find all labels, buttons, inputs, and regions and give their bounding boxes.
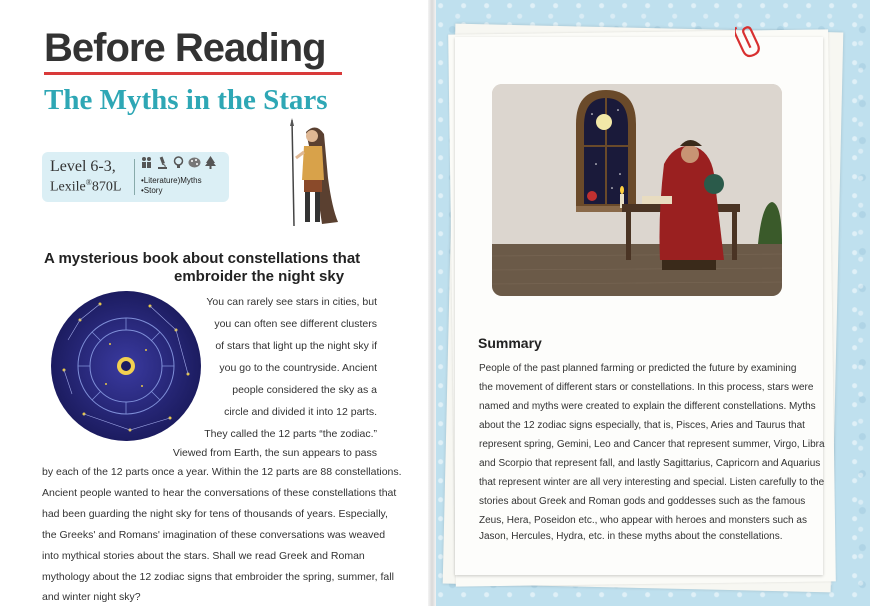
intro-line: You can rarely see stars in cities, but (206, 296, 377, 308)
zodiac-wheel-illustration (50, 290, 202, 442)
summary-line: Zeus, Hera, Poseidon etc., who appear with heroes and monsters such as (479, 515, 807, 526)
genre-text: •Literature)Myths •Story (141, 176, 202, 195)
people-icon (140, 156, 153, 169)
level-label: Level 6-3, (50, 158, 116, 175)
title-underline (44, 72, 342, 75)
palette-icon (188, 156, 201, 169)
intro-line: had been guarding the night sky for tens of thousands of years. Especially, (42, 508, 388, 520)
level-separator (134, 159, 135, 195)
paperclip-icon (735, 20, 761, 60)
summary-line: represent spring, Gemini, Leo and Cancer that represent summer, Virgo, Libra (479, 439, 825, 450)
summary-line: and Scorpio that represent fall, and lastly Sagittarius, Capricorn and Aquarius (479, 458, 821, 469)
intro-line: the Greeks' and Romans' imagination of these conversations was weaved (42, 529, 386, 541)
intro-line: Ancient people wanted to hear the conversations of these constellations that (42, 487, 397, 499)
summary-heading: Summary (478, 335, 542, 351)
level-info-box (42, 152, 229, 202)
intro-line: of stars that light up the night sky if (215, 340, 377, 352)
intro-line: Viewed from Earth, the sun appears to pass (172, 447, 377, 459)
headline-line-1: A mysterious book about constellations that (44, 250, 361, 267)
lexile-label: Lexile®870L (50, 178, 122, 195)
intro-line: into mythical stories about the stars. Shall we read Greek and Roman (42, 550, 365, 562)
intro-line: mythology about the 12 zodiac signs that embroider the spring, summer, fall (42, 571, 394, 583)
warrior-illustration (282, 118, 342, 230)
tree-icon (204, 156, 217, 169)
summary-line: Jason, Hercules, Hydra, etc. in these myths about the constellations. (479, 531, 783, 542)
book-gutter (428, 0, 436, 606)
summary-line: that represent winter are all very interesting and special. Listen carefully to the (479, 477, 825, 488)
headline-line-2: embroider the night sky (174, 268, 345, 285)
summary-line: stories about Greek and Roman gods and goddesses such as the famous (479, 496, 806, 507)
left-page (0, 0, 432, 606)
microscope-icon (156, 156, 169, 169)
summary-line: named and myths were created to explain the different constellations. Myths (479, 401, 816, 412)
summary-line: about the 12 zodiac signs especially, that is, Pisces, Aries and Taurus that (479, 420, 805, 431)
intro-line: They called the 12 parts “the zodiac.” (204, 428, 377, 440)
intro-line: circle and divided it into 12 parts. (224, 406, 377, 418)
lightbulb-icon (172, 156, 185, 169)
intro-line: by each of the 12 parts once a year. Within the 12 parts are 88 constellations. (42, 466, 402, 478)
page-title: Before Reading (44, 26, 326, 70)
intro-line: people considered the sky as a (232, 384, 377, 396)
intro-line: you go to the countryside. Ancient (219, 362, 377, 374)
book-title: The Myths in the Stars (44, 84, 328, 116)
intro-line: and winter night sky? (42, 591, 141, 603)
astronomer-illustration (492, 84, 782, 296)
summary-line: People of the past planned farming or predicted the future by examining (479, 363, 797, 374)
genre-icons (140, 156, 217, 169)
summary-line: the movement of different stars or constellations. In this process, stars were (479, 382, 814, 393)
intro-line: you can often see different clusters (214, 318, 377, 330)
